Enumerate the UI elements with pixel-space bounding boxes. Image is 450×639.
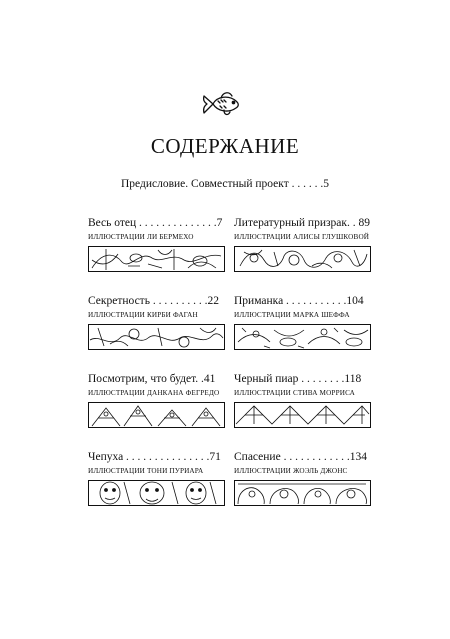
illustration-strip <box>88 480 225 506</box>
toc-entry[interactable] <box>88 216 225 272</box>
toc-entry[interactable] <box>234 372 371 428</box>
illustration-strip <box>234 324 371 350</box>
illustration-strip <box>88 402 225 428</box>
toc-entry-title: Чепуха . . . . . . . . . . . . . . .71 <box>88 451 221 463</box>
toc-entry-title: Спасение . . . . . . . . . . . .134 <box>234 451 367 463</box>
toc-entry-credit: ИЛЛЮСТРАЦИИ ТОНИ ПУРИАРА <box>88 467 204 475</box>
preface-entry[interactable]: Предисловие. Совместный проект . . . . . .5 <box>120 178 330 190</box>
toc-entry-credit: ИЛЛЮСТРАЦИИ КИРБИ ФАГАН <box>88 311 198 319</box>
toc-entry[interactable] <box>234 216 371 272</box>
toc-entry-title: Литературный призрак. . 89 <box>234 217 370 229</box>
illustration-strip <box>234 402 371 428</box>
toc-entry-credit: ИЛЛЮСТРАЦИИ ЛИ БЕРМЕХО <box>88 233 194 241</box>
toc-entry-title: Весь отец . . . . . . . . . . . . . .7 <box>88 217 223 229</box>
toc-entry[interactable] <box>88 450 225 506</box>
toc-entry-title: Черный пиар . . . . . . . .118 <box>234 373 362 385</box>
toc-entry-credit: ИЛЛЮСТРАЦИИ ДАНКАНА ФЕГРЕДО <box>88 389 220 397</box>
toc-entry-title: Приманка . . . . . . . . . . .104 <box>234 295 364 307</box>
toc-entry-title: Посмотрим, что будет. .41 <box>88 373 216 385</box>
goldfish-icon <box>199 87 249 119</box>
toc-entry-credit: ИЛЛЮСТРАЦИИ МАРКА ШЕФФА <box>234 311 350 319</box>
toc-entry-title: Секретность . . . . . . . . . .22 <box>88 295 219 307</box>
toc-entry[interactable] <box>234 450 371 506</box>
page-title: СОДЕРЖАНИЕ <box>150 134 300 158</box>
toc-entry-credit: ИЛЛЮСТРАЦИИ ЖОЭЛЬ ДЖОНС <box>234 467 348 475</box>
toc-entry[interactable] <box>234 294 371 350</box>
toc-entry-credit: ИЛЛЮСТРАЦИИ СТИВА МОРРИСА <box>234 389 355 397</box>
toc-entry[interactable] <box>88 294 225 350</box>
illustration-strip <box>88 324 225 350</box>
illustration-strip <box>88 246 225 272</box>
toc-entry[interactable] <box>88 372 225 428</box>
illustration-strip <box>234 246 371 272</box>
toc-entry-credit: ИЛЛЮСТРАЦИИ АЛИСЫ ГЛУШКОВОЙ <box>234 233 370 241</box>
illustration-strip <box>234 480 371 506</box>
